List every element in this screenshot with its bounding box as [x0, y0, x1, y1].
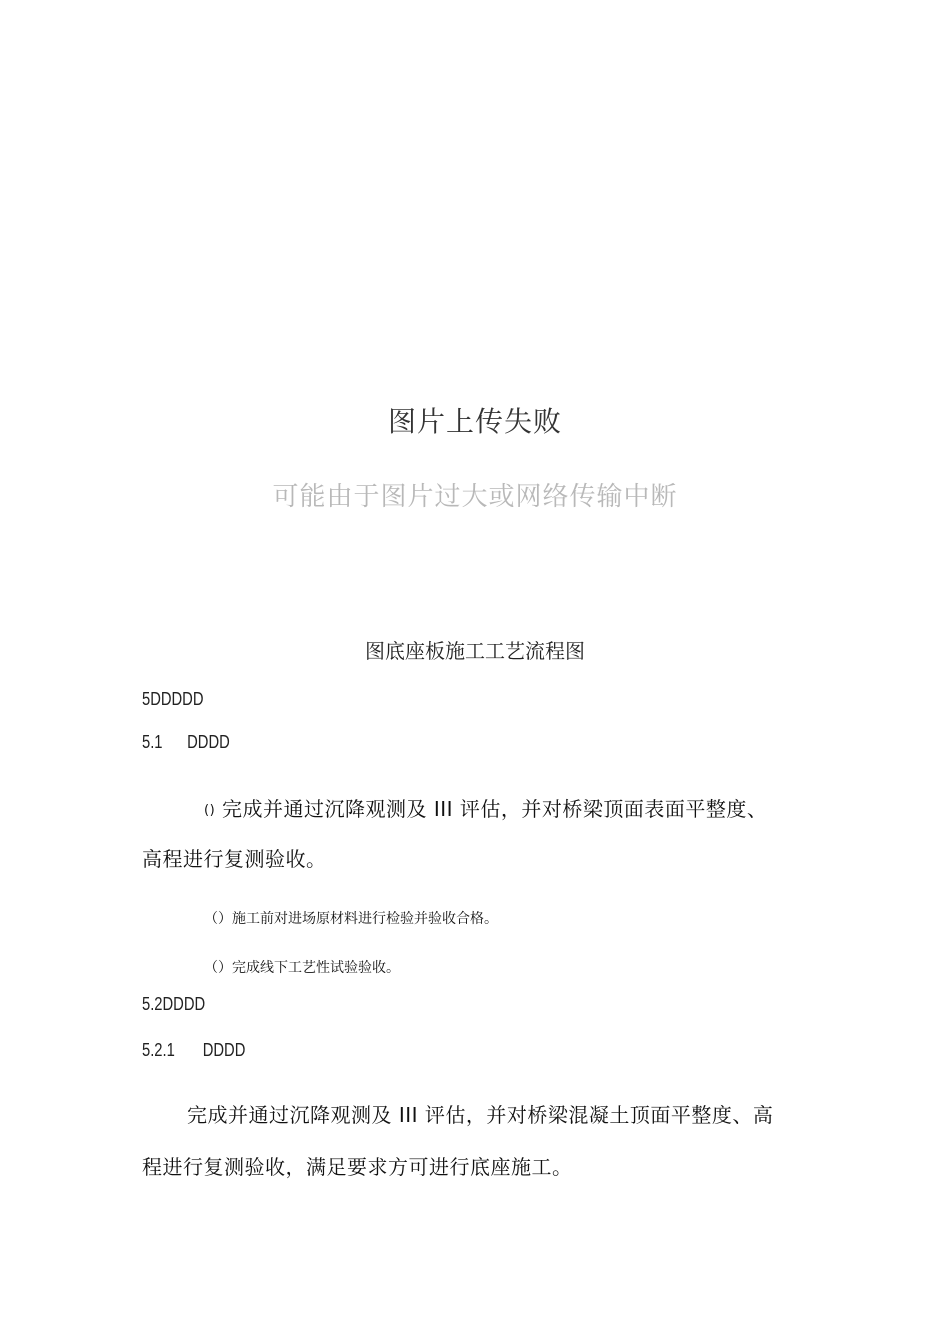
paragraph-5-2-1-line-1: 完成并通过沉降观测及 III 评估，并对桥梁混凝土顶面平整度、高	[187, 1103, 774, 1127]
paragraph-5-2-1-line-2: 程进行复测验收，满足要求方可进行底座施工。	[142, 1155, 573, 1179]
section-5-1-number: 5.1	[142, 732, 163, 752]
section-5-heading: 5DDDDD	[142, 689, 204, 709]
figure-caption: 图底座板施工工艺流程图	[365, 639, 585, 663]
section-5-2-1-heading	[142, 1040, 245, 1061]
item-1-line-1	[204, 793, 767, 822]
image-failed-subtitle: 可能由于图片过大或网络传输中断	[272, 482, 678, 512]
section-5-2-1-number: 5.2.1	[142, 1040, 175, 1060]
item-1-marker: ()	[204, 803, 216, 818]
section-5-2-heading: 5.2DDDD	[142, 994, 206, 1014]
item-3: （）完成线下工艺性试验验收。	[204, 960, 400, 976]
item-2: （）施工前对进场原材料进行检验并验收合格。	[204, 911, 498, 927]
item-1-line-2: 高程进行复测验收。	[142, 847, 327, 871]
section-5-1-title: DDDD	[187, 732, 230, 752]
section-5-2-1-title: DDDD	[202, 1040, 246, 1060]
section-5-1-heading	[142, 732, 230, 753]
image-failed-title: 图片上传失败	[387, 405, 562, 438]
item-1-text: 完成并通过沉降观测及 III 评估，并对桥梁顶面表面平整度、	[222, 797, 768, 821]
